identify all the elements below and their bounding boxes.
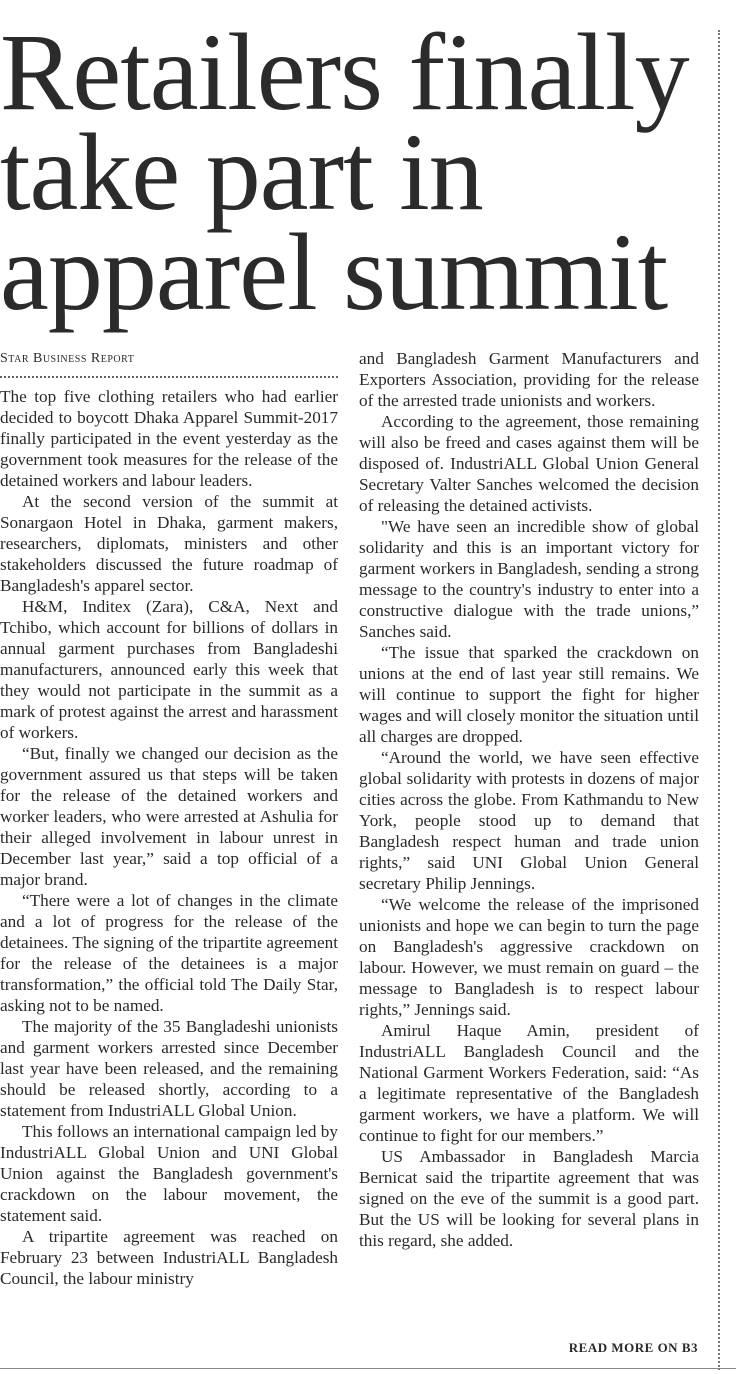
paragraph: This follows an international campaign led by IndustriALL Global Union and UNI Global Union against the Bangladesh government's crackdown on the labour movement, the statement said.	[0, 1122, 338, 1225]
bottom-divider	[0, 1368, 736, 1369]
paragraph: and Bangladesh Garment Manufacturers and Exporters Association, providing for the release of the arrested trade unionists and workers.	[359, 349, 699, 410]
paragraph: A tripartite agreement was reached on February 23 between IndustriALL Bangladesh Council, the labour ministry	[0, 1227, 338, 1288]
headline-line-1: Retailers finally	[0, 11, 689, 133]
column-divider	[718, 30, 720, 1370]
paragraph: The majority of the 35 Bangladeshi unionists and garment workers arrested since December last year have been released, and the remaining should be released shortly, according to a statement from IndustriALL Global Union.	[0, 1017, 338, 1120]
headline-line-2: take part in	[0, 111, 483, 233]
paragraph: Amirul Haque Amin, president of IndustriALL Bangladesh Council and the National Garment Workers Federation, said: “As a legitimate representative of the Bangladesh garment workers, we have a platform. We will continue to fight for our members.”	[359, 1021, 699, 1145]
headline-line-3: apparel summit	[0, 211, 668, 333]
paragraph: US Ambassador in Bangladesh Marcia Bernicat said the tripartite agreement that was signed on the eve of the summit is a good part. But the US will be looking for several plans in this regard, she added.	[359, 1147, 699, 1250]
byline-divider	[0, 376, 338, 378]
paragraph: “The issue that sparked the crackdown on unions at the end of last year still remains. We will continue to support the fight for higher wages and will closely monitor the situation until all charges are dropped.	[359, 643, 699, 746]
paragraph: “There were a lot of changes in the climate and a lot of progress for the release of the detainees. The signing of the tripartite agreement for the release of the detainees is a major transformation,” the official told The Daily Star, asking not to be named.	[0, 891, 338, 1015]
paragraph: "We have seen an incredible show of global solidarity and this is an important victory for garment workers in Bangladesh, sending a strong message to the country's industry to enter into a constructive dialogue with the trade unions,” Sanches said.	[359, 517, 699, 641]
paragraph: According to the agreement, those remaining will also be freed and cases against them will be disposed of. IndustriALL Global Union General Secretary Valter Sanches welcomed the decision of releasing the detained activists.	[359, 412, 699, 515]
right-column	[359, 348, 699, 1251]
paragraph: “We welcome the release of the imprisoned unionists and hope we can begin to turn the page on Bangladesh's aggressive crackdown on labour. However, we must remain on guard – the message to Bangladesh is to respect labour rights,” Jennings said.	[359, 895, 699, 1019]
read-more-link[interactable]: READ MORE ON B3	[568, 1340, 698, 1355]
left-column	[0, 348, 338, 1289]
paragraph: At the second version of the summit at Sonargaon Hotel in Dhaka, garment makers, researchers, diplomats, ministers and other stakeholders discussed the future roadmap of Bangladesh's apparel sector.	[0, 492, 338, 595]
headline	[0, 11, 710, 333]
byline: Star Business Report	[0, 351, 135, 366]
paragraph: “But, finally we changed our decision as the government assured us that steps will be taken for the release of the detained workers and worker leaders, who were arrested at Ashulia for their alleged involvement in labour unrest in December last year,” said a top official of a major brand.	[0, 744, 338, 889]
paragraph: H&M, Inditex (Zara), C&A, Next and Tchibo, which account for billions of dollars in annual garment purchases from Bangladeshi manufacturers, announced early this week that they would not participate in the summit as a mark of protest against the arrest and harassment of workers.	[0, 597, 338, 742]
paragraph: “Around the world, we have seen effective global solidarity with protests in dozens of major cities across the globe. From Kathmandu to New York, people stood up to demand that Bangladesh respect human and trade union rights,” said UNI Global Union General secretary Philip Jennings.	[359, 748, 699, 893]
paragraph: The top five clothing retailers who had earlier decided to boycott Dhaka Apparel Summit-2017 finally participated in the event yesterday as the government took measures for the release of the detained workers and labour leaders.	[0, 387, 338, 490]
